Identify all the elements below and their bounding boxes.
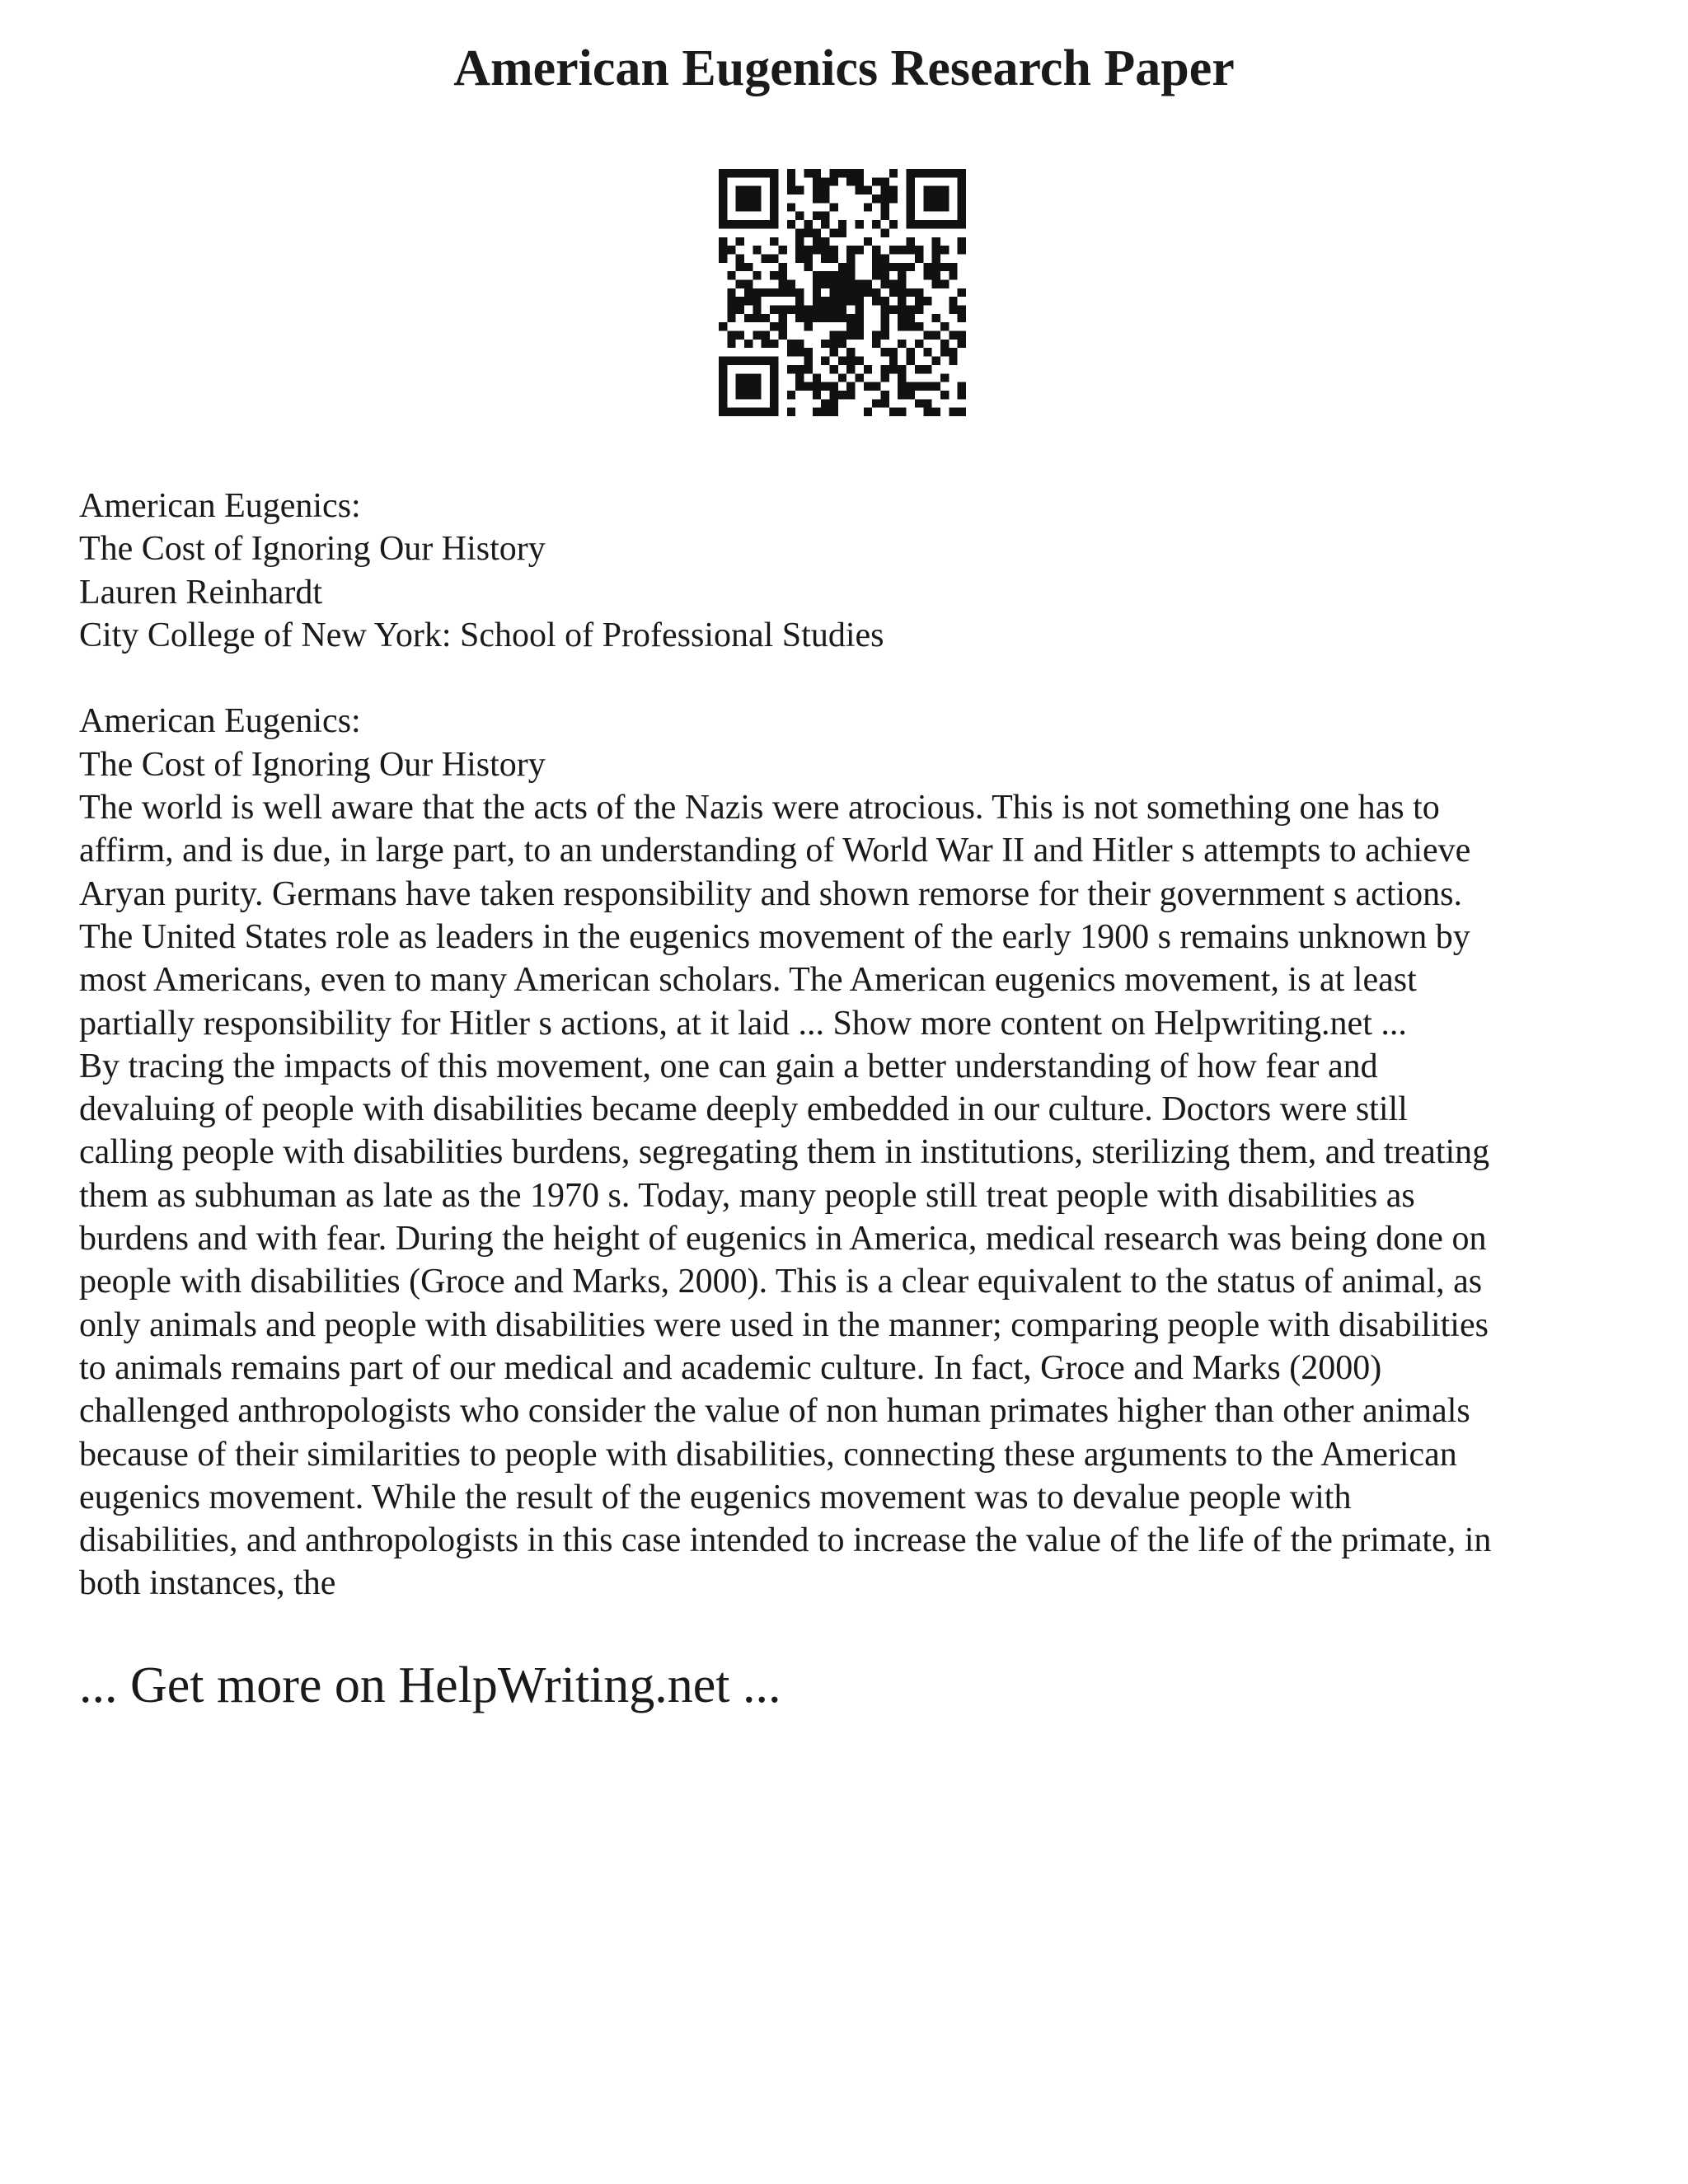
body-line: people with disabilities (Groce and Marks, 2000). This is a clear equivalent to the status of animal, as (79, 1263, 1483, 1301)
header-line: The Cost of Ignoring Our History (79, 530, 546, 569)
body-line: devaluing of people with disabilities became deeply embedded in our culture. Doctors were still (79, 1090, 1408, 1129)
author-name: Lauren Reinhardt (79, 573, 323, 612)
spacer (79, 657, 1629, 700)
body-line: most Americans, even to many American scholars. The American eugenics movement, is at least (79, 961, 1417, 1000)
body-line: challenged anthropologists who consider the value of non human primates higher than other animals (79, 1392, 1470, 1431)
body-line: affirm, and is due, in large part, to an understanding of World War II and Hitler s attempts to achieve (79, 832, 1471, 870)
body-line: burdens and with fear. During the height of eugenics in America, medical research was being done on (79, 1220, 1487, 1258)
body-line: American Eugenics: (79, 702, 361, 741)
institution-name: City College of New York: School of Professional Studies (79, 616, 884, 654)
body-line: The world is well aware that the acts of the Nazis were atrocious. This is not something one has to (79, 789, 1440, 827)
document-title: American Eugenics Research Paper (453, 40, 1235, 96)
body-line: The Cost of Ignoring Our History (79, 745, 546, 784)
body-line: partially responsibility for Hitler s actions, at it laid ... Show more content on Helpwriting.net ... (79, 1004, 1407, 1043)
body-line: because of their similarities to people with disabilities, connecting these arguments to the American (79, 1435, 1457, 1474)
body-line: only animals and people with disabilities were used in the manner; comparing people with disabilities (79, 1305, 1489, 1344)
header-line: American Eugenics: (79, 487, 361, 525)
body-line: Aryan purity. Germans have taken responsibility and shown remorse for their government s actions. (79, 874, 1463, 913)
body-line: both instances, the (79, 1564, 336, 1603)
body-line: to animals remains part of our medical and academic culture. In fact, Groce and Marks (2000) (79, 1348, 1382, 1387)
get-more-link[interactable]: ... Get more on HelpWriting.net ... (79, 1657, 781, 1713)
body-line: disabilities, and anthropologists in this case intended to increase the value of the life of the primate, in (79, 1521, 1492, 1560)
body-line: eugenics movement. While the result of the eugenics movement was to devalue people with (79, 1478, 1352, 1516)
document-body (79, 485, 1629, 1605)
body-line: calling people with disabilities burdens, segregating them in institutions, sterilizing them, and treating (79, 1133, 1490, 1172)
body-line: The United States role as leaders in the eugenics movement of the early 1900 s remains unknown by (79, 917, 1470, 956)
qr-code-icon (719, 169, 966, 416)
body-line: them as subhuman as late as the 1970 s. Today, many people still treat people with disabilities as (79, 1176, 1415, 1215)
body-line: By tracing the impacts of this movement, one can gain a better understanding of how fear and (79, 1047, 1378, 1085)
